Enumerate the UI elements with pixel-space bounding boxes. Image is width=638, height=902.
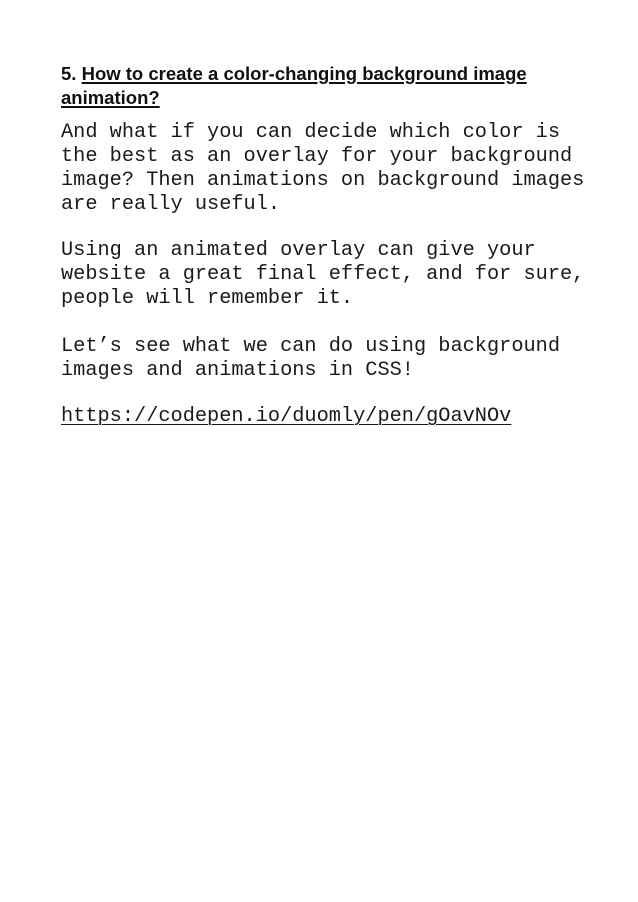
section-number: 5.: [61, 63, 77, 84]
codepen-link-paragraph: [61, 405, 601, 429]
paragraph-css: Let’s see what we can do using background images and animations in CSS!: [61, 335, 560, 382]
paragraph-overlay: Using an animated overlay can give your website a great final effect, and for sure, people will remember it.: [61, 239, 585, 310]
paragraph-intro: And what if you can decide which color is the best as an overlay for your background image? Then animations on background images are really useful.: [61, 121, 585, 216]
section-title-link[interactable]: How to create a color-changing background image animation?: [61, 63, 527, 108]
section-heading: [61, 62, 581, 110]
codepen-link[interactable]: https://codepen.io/duomly/pen/gOavNOv: [61, 405, 512, 428]
